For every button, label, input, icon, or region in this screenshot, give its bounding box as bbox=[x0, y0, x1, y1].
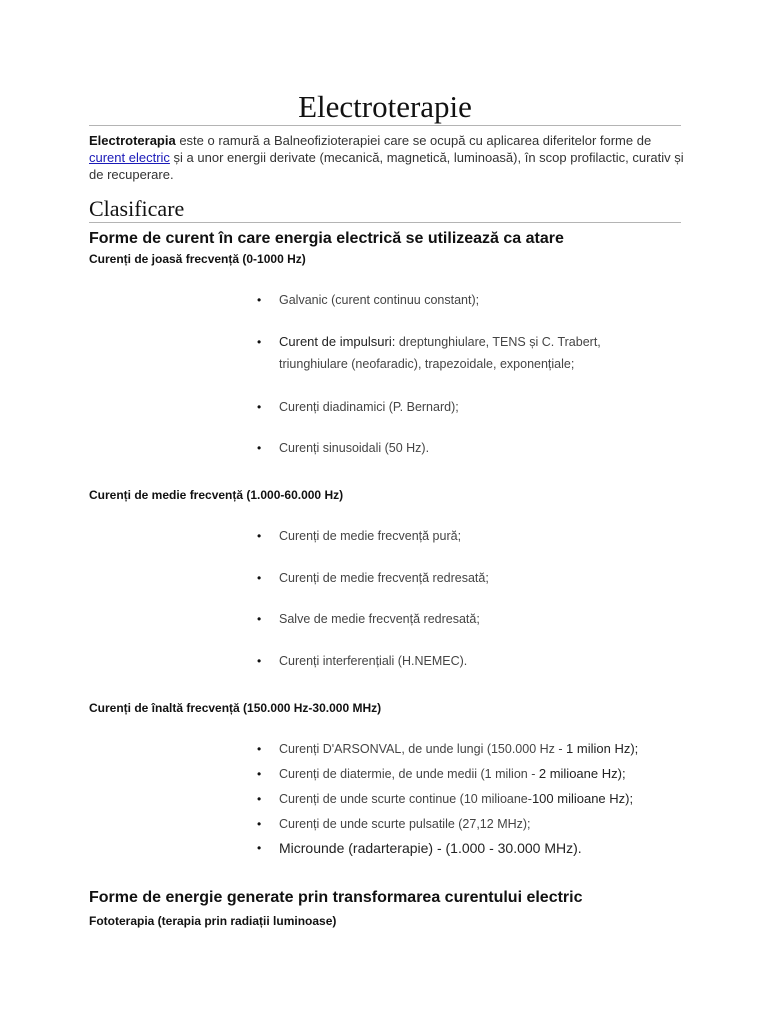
list-item-text: Curenți sinusoidali (50 Hz). bbox=[279, 441, 430, 455]
intro-text-1: este o ramură a Balneofizioterapiei care se ocupă cu aplicarea diferitelor forme de bbox=[175, 133, 652, 148]
intro-term: Electroterapia bbox=[89, 133, 176, 148]
bullet-icon: • bbox=[257, 571, 262, 585]
list-item-text: Salve de medie frecvență redresată; bbox=[279, 612, 480, 626]
bullet-icon: • bbox=[257, 335, 262, 349]
bullet-icon: • bbox=[257, 817, 262, 831]
subsection-heading-2: Forme de energie generate prin transformarea curentului electric bbox=[89, 889, 583, 906]
bullet-icon: • bbox=[257, 441, 262, 455]
list-item bbox=[257, 813, 699, 835]
list-item-text-emphasis: 100 milioane Hz); bbox=[531, 791, 634, 806]
curent-electric-link[interactable]: curent electric bbox=[89, 150, 170, 165]
list-item-text: Curenți de diatermie, de unde medii (1 milion - bbox=[279, 767, 539, 781]
list-item-text: Curenți de unde scurte pulsatile (27,12 MHz); bbox=[279, 817, 531, 831]
list-item-text-emphasis: Microunde (radarterapie) - (1.000 - 30.000 MHz). bbox=[279, 840, 582, 856]
list-item-text-emphasis: 1 milion Hz); bbox=[566, 741, 639, 756]
list-item bbox=[257, 437, 699, 459]
intro-text-2: și a unor energii derivate (mecanică, magnetică, luminoasă), în scop profilactic, curativ și de recuperare. bbox=[89, 150, 684, 182]
list-item-label: Curent de impulsuri: bbox=[279, 334, 396, 349]
bullet-icon: • bbox=[257, 293, 262, 307]
subsection-heading-1: Forme de curent în care energia electrică se utilizează ca atare bbox=[89, 230, 564, 247]
list-item-text: Curenți de unde scurte continue (10 milioane- bbox=[279, 792, 532, 806]
list-item-text: dreptunghiulare, TENS și C. Trabert, bbox=[398, 335, 601, 349]
list-item bbox=[257, 608, 699, 630]
page-title: Electroterapie bbox=[298, 89, 472, 124]
list-item-text: Curenți de medie frecvență pură; bbox=[279, 529, 462, 543]
list-item bbox=[257, 738, 699, 760]
list-item-text-emphasis: 2 milioane Hz); bbox=[538, 766, 626, 781]
bullet-icon: • bbox=[257, 841, 262, 855]
list-item-text: Curenți D'ARSONVAL, de unde lungi (150.000 Hz - bbox=[279, 742, 567, 756]
group-heading-low-frequency: Curenți de joasă frecvență (0-1000 Hz) bbox=[89, 252, 306, 266]
list-item bbox=[257, 567, 699, 589]
bullet-icon: • bbox=[257, 654, 262, 668]
list-item bbox=[257, 837, 699, 860]
bullet-icon: • bbox=[257, 612, 262, 626]
intro-paragraph bbox=[89, 132, 689, 183]
list-item-text: Curenți interferențiali (H.NEMEC). bbox=[279, 654, 468, 668]
title-divider bbox=[89, 125, 681, 126]
group-heading-phototherapy: Fototerapia (terapia prin radiații luminoase) bbox=[89, 914, 337, 928]
bullet-icon: • bbox=[257, 792, 262, 806]
list-item-text: Curenți de medie frecvență redresată; bbox=[279, 571, 489, 585]
bullet-icon: • bbox=[257, 742, 262, 756]
section-divider bbox=[89, 222, 681, 223]
list-item bbox=[257, 331, 699, 375]
list-item-text: triunghiulare (neofaradic), trapezoidale, exponențiale; bbox=[279, 357, 575, 371]
list-item-text: Galvanic (curent continuu constant); bbox=[279, 293, 480, 307]
list-item bbox=[257, 289, 699, 311]
section-heading-clasificare: Clasificare bbox=[89, 196, 185, 221]
bullet-icon: • bbox=[257, 529, 262, 543]
list-item-text: Curenți diadinamici (P. Bernard); bbox=[279, 400, 459, 414]
list-item bbox=[257, 763, 699, 785]
list-item bbox=[257, 788, 699, 810]
list-item bbox=[257, 650, 699, 672]
group-heading-medium-frequency: Curenți de medie frecvență (1.000-60.000 Hz) bbox=[89, 488, 344, 502]
bullet-icon: • bbox=[257, 767, 262, 781]
list-item bbox=[257, 396, 699, 418]
bullet-icon: • bbox=[257, 400, 262, 414]
list-item bbox=[257, 525, 699, 547]
group-heading-high-frequency: Curenți de înaltă frecvență (150.000 Hz-30.000 MHz) bbox=[89, 701, 382, 715]
